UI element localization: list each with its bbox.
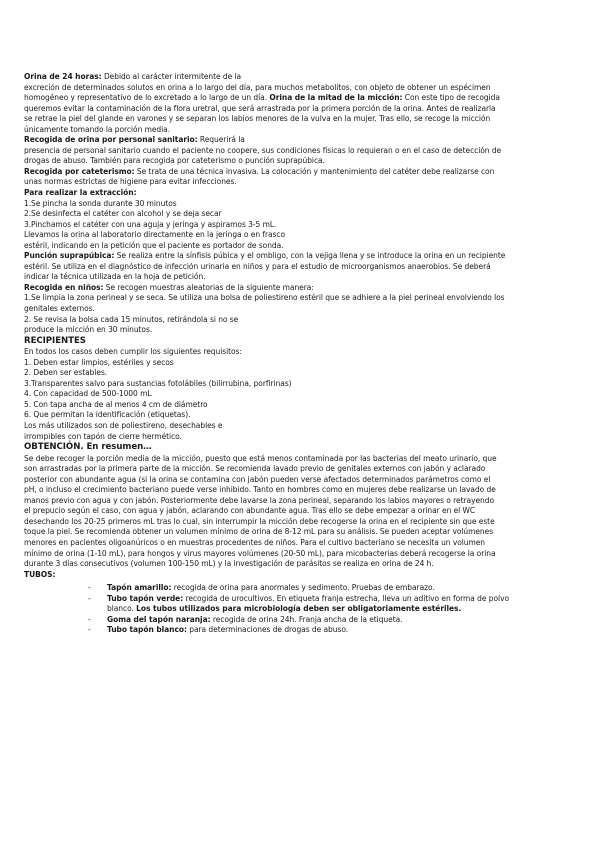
recipientes-item: 3.Transparentes salvo para sustancias fotolábiles (bilirrubina, porfirinas): [24, 378, 292, 388]
orina-24h-title: Orina de 24 horas:: [24, 72, 102, 81]
recipientes-item: Los más utilizados son de poliestireno, desechables e: [24, 421, 223, 430]
microbiologia-note: Los tubos utilizados para microbiología deben ser obligatoriamente estériles.: [136, 604, 462, 614]
extraccion-step: 2.Se desinfecta el catéter con alcohol y se deja secar: [24, 209, 222, 219]
tubos-list: [24, 583, 584, 636]
list-dash: -: [88, 593, 91, 603]
personal-sanitario-line-2: presencia de personal sanitario cuando el paciente no coopere, sus condiciones físicas lo requieran o en el caso de detección de: [24, 145, 502, 155]
obtencion-line: posterior con abundante agua (si la orina se contamina con jabón pueden verse afectados determinados parámetros como el: [24, 474, 491, 484]
obtencion-line: Se debe recoger la porción media de la micción, puesto que está menos contaminada por las bacterias del meato urinario, que: [24, 453, 497, 463]
ninos-step: produce la micción en 30 minutos.: [24, 325, 153, 335]
obtencion-heading: OBTENCIÓN. En resumen…: [24, 442, 152, 453]
obtencion-line: durante 3 días consecutivos (volumen 100-150 mL) y la investigación de parásitos se realiza en orina de 24 h.: [24, 559, 434, 569]
tubo-verde-item: - Tubo tapón verde: recogida de urocultivos. En etiqueta franja estrecha, lleva un aditivo en forma de polvo: [88, 593, 509, 603]
recipientes-item: 1. Deben estar limpios, estériles y secos: [24, 357, 174, 367]
obtencion-line: mínimo de orina (1-10 mL), para hongos y virus mayores volúmenes (20-50 mL), para micobacterias deberá recogerse la orina: [24, 548, 496, 558]
mitad-miccion-line-4: únicamente tomando la porción media.: [24, 124, 171, 134]
cateterismo-title: Recogida por cateterismo:: [24, 166, 135, 176]
tubos-heading: TUBOS:: [24, 569, 56, 579]
extraccion-step: 3.Pinchamos el catéter con una aguja y jeringa y aspiramos 3-5 mL.: [24, 219, 277, 229]
ninos-step: genitales externos.: [24, 304, 95, 314]
obtencion-line: el prepucio según el caso, con agua y jabón, aclarando con abundante agua. Tras ello se debe empezar a orinar en el WC: [24, 506, 476, 516]
extraccion-title: Para realizar la extracción:: [24, 188, 137, 198]
list-dash: -: [88, 583, 91, 593]
recipientes-item: irrompibles con tapón de cierre hermético.: [24, 431, 182, 441]
ninos-step: 2. Se revisa la bolsa cada 15 minutos, retirándola si no se: [24, 314, 239, 324]
tubo-blanco-item: - Tubo tapón blanco: para determinaciones de drogas de abuso.: [88, 625, 349, 635]
document-page: [24, 72, 584, 636]
ninos-title: Recogida en niños:: [24, 282, 104, 292]
mitad-miccion-line-3: se retrae la piel del glande en varones y se separan los labios menores de la vulva en la mujer. Tras ello, se recoge la micción: [24, 114, 491, 124]
recipientes-heading: RECIPIENTES: [24, 335, 86, 346]
tubo-naranja-name: Goma del tapón naranja:: [107, 614, 211, 624]
recipientes-item: 6. Que permitan la identificación (etiquetas).: [24, 410, 191, 420]
extraccion-step: Llevamos la orina al laboratorio directamente en la jeringa o en frasco: [24, 230, 286, 240]
personal-sanitario-line-3: drogas de abuso. También para recogida por cateterismo o punción suprapúbica.: [24, 156, 325, 166]
puncion-line-1: Punción suprapúbica: Se realiza entre la sínfisis púbica y el ombligo, con la vejiga llena y se introduce la orina en un recipiente: [24, 251, 506, 261]
puncion-title: Punción suprapúbica:: [24, 251, 115, 261]
mitad-miccion-title: Orina de la mitad de la micción:: [269, 93, 403, 103]
tubo-amarillo-name: Tapón amarillo:: [107, 583, 172, 593]
ninos-line-1: Recogida en niños: Se recogen muestras aleatorias de la siguiente manera:: [24, 282, 314, 292]
orina-24h-line-3: homogéneo y representativo de lo excretado a lo largo de un día. Orina de la mitad de la micción: Con este tipo de recogida: [24, 93, 500, 103]
orina-24h-line-2: excreción de determinados solutos en orina a lo largo del día, para muchos metabolitos, con objeto de obtener un espécimen: [24, 82, 491, 92]
ninos-step: 1.Se limpia la zona perineal y se seca. Se utiliza una bolsa de poliestireno estéril que se adhiere a la piel perineal envolviendo los: [24, 293, 505, 303]
obtencion-line: toque la piel. Se recomienda obtener un volumen mínimo de orina de 8-12 mL para su análisis. Se pueden aceptar volúmenes: [24, 527, 494, 537]
recipientes-item: 2. Deben ser estables.: [24, 368, 108, 378]
list-dash: -: [88, 614, 91, 624]
recipientes-item: 4. Con capacidad de 500-1000 mL: [24, 389, 152, 399]
extraccion-step: estéril, indicando en la petición que el paciente es portador de sonda.: [24, 240, 284, 250]
orina-24h-line-1: Orina de 24 horas: Debido al carácter intermitente de la: [24, 72, 242, 81]
obtencion-line: pH, o incluso el crecimiento bacteriano puede verse inhibido. Tanto en hombres como en mujeres debe realizarse un lavado de: [24, 485, 496, 495]
recipientes-item: 5. Con tapa ancha de al menos 4 cm de diámetro: [24, 399, 208, 409]
tubo-blanco-name: Tubo tapón blanco:: [107, 625, 187, 635]
obtencion-line: son arrastradas por la primera parte de la micción. Se recomienda lavado previo de genitales externos con jabón y aclarado: [24, 464, 486, 474]
personal-sanitario-line-1: Recogida de orina por personal sanitario: Requerirá la: [24, 135, 245, 145]
cateterismo-line-2: unas normas estrictas de higiene para evitar infecciones.: [24, 177, 237, 187]
puncion-line-3: indicar la técnica utilizada en la hoja de petición.: [24, 272, 206, 282]
obtencion-line: manos previo con agua y con jabón. Posteriormente debe lavarse la zona perineal, separando los labios mayores o retrayendo: [24, 495, 494, 505]
tubo-verde-name: Tubo tapón verde:: [107, 593, 184, 603]
list-dash: -: [88, 625, 91, 635]
cateterismo-line-1: Recogida por cateterismo: Se trata de una técnica invasiva. La colocación y mantenimiento del catéter debe realizarse con: [24, 166, 495, 176]
tubo-naranja-item: - Goma del tapón naranja: recogida de orina 24h. Franja ancha de la etiqueta.: [88, 614, 403, 624]
recipientes-item: En todos los casos deben cumplir los siguientes requisitos:: [24, 347, 242, 357]
obtencion-line: menores en pacientes oligoanúricos o en muestras procedentes de niños. Para el cultivo bacteriano se necesita un volumen: [24, 537, 486, 547]
obtencion-line: desechando los 20-25 primeros mL tras lo cual, sin interrumpir la micción debe recogerse la orina en el recipiente sin que este: [24, 516, 495, 526]
personal-sanitario-title: Recogida de orina por personal sanitario:: [24, 135, 198, 145]
tubo-amarillo-item: - Tapón amarillo: recogida de orina para anormales y sedimento. Pruebas de embarazo.: [88, 583, 435, 593]
tubo-verde-item-line-2: blanco. Los tubos utilizados para microbiología deben ser obligatoriamente estériles.: [107, 604, 462, 614]
mitad-miccion-line-2: queremos evitar la contaminación de la flora uretral, que será arrastrada por la primera porción de la orina. Antes de realizarla: [24, 103, 496, 113]
extraccion-step: 1.Se pincha la sonda durante 30 minutos: [24, 198, 177, 208]
puncion-line-2: estéril. Se utiliza en el diagnóstico de infección urinaria en niños y para el estudio de microorganismos anaerobios. Se deberá: [24, 261, 491, 271]
